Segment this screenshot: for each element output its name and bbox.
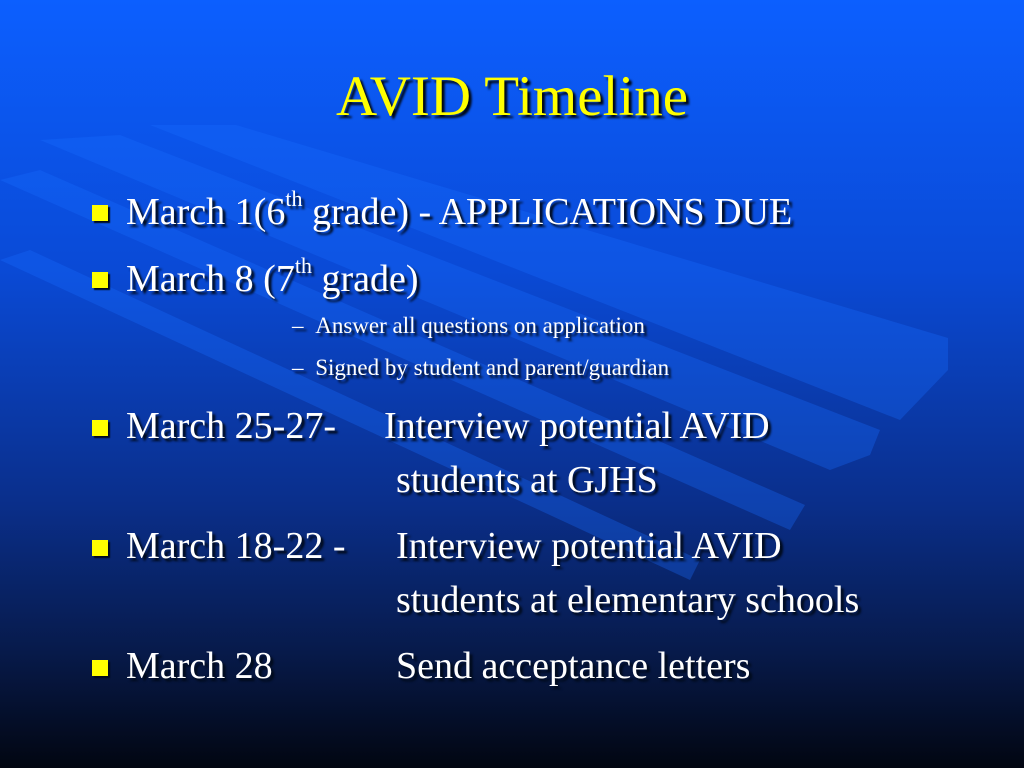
timeline-item-4-text: Interview potential AVID [396, 525, 782, 567]
timeline-item-3-continuation: students at GJHS [396, 459, 658, 501]
slide-title: AVID Timeline [335, 65, 689, 128]
item-2-text-b: grade) [311, 258, 419, 300]
sub-item-2 [292, 354, 669, 382]
item-2-superscript: th [294, 253, 312, 279]
item-1-text-a: March 1(6 [126, 191, 286, 233]
bullet-square-icon [92, 205, 108, 221]
timeline-item-4-continuation: students at elementary schools [396, 579, 860, 621]
item-1-superscript: th [285, 186, 303, 212]
bullet-square-icon [92, 420, 108, 436]
timeline-item-5-text: Send acceptance letters [396, 645, 751, 687]
timeline-item-3-text: Interview potential AVID [384, 405, 770, 447]
timeline-item-5-date: March 28 [126, 645, 273, 687]
bullet-square-icon [92, 540, 108, 556]
sub-item-text: Signed by student and parent/guardian [315, 355, 670, 380]
item-1-text-b: grade) - APPLICATIONS DUE [302, 191, 793, 233]
sub-item-dash: – [292, 313, 304, 338]
bullet-square-icon [92, 660, 108, 676]
timeline-item-2 [126, 253, 419, 301]
timeline-item-4-date: March 18-22 - [126, 525, 346, 567]
sub-item-text: Answer all questions on application [315, 313, 645, 338]
sub-item-1 [292, 312, 645, 340]
timeline-item-3-date: March 25-27- [126, 405, 336, 447]
bullet-square-icon [92, 272, 108, 288]
sub-item-dash: – [292, 355, 304, 380]
item-2-text-a: March 8 (7 [126, 258, 295, 300]
timeline-item-1 [126, 186, 793, 234]
